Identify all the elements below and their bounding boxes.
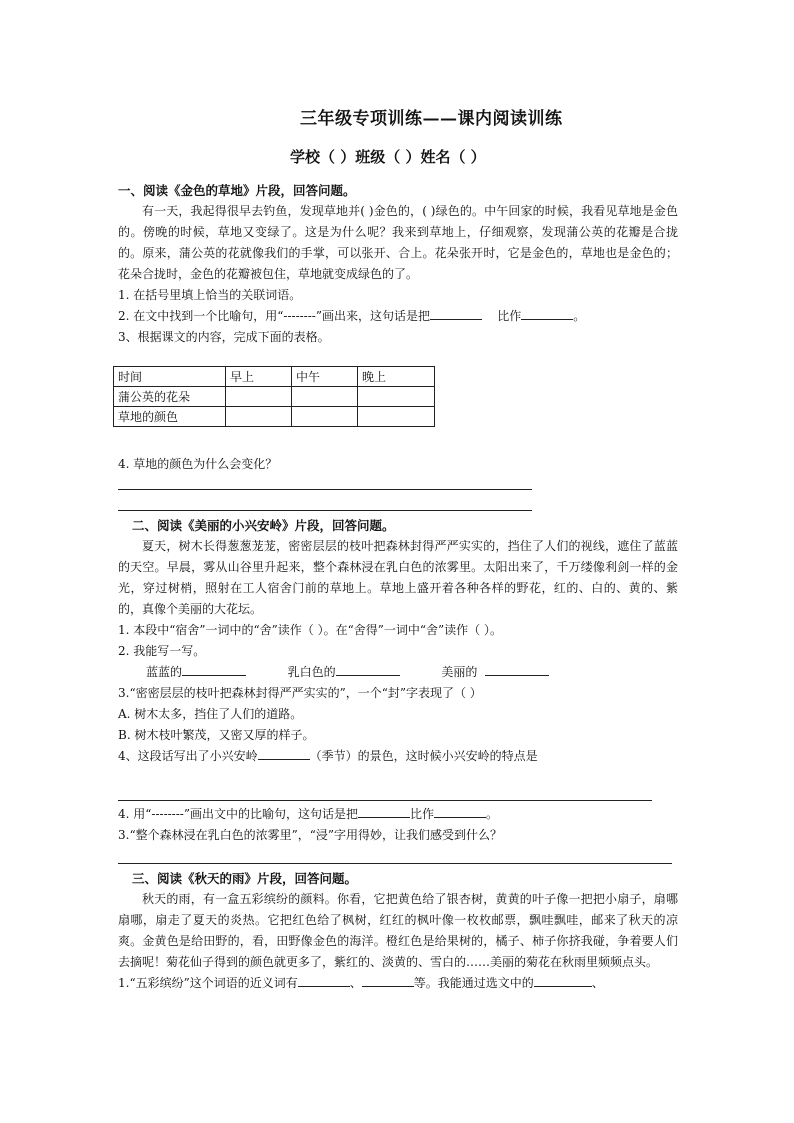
- s1-question-2: 2. 在文中找到一个比喻句，用“--------”画出来，这句话是把 比作 。: [118, 306, 678, 327]
- section-1-passage: 有一天，我起得很早去钓鱼，发现草地并( )金色的，( )绿色的。中午回家的时候，我看见草地是金色的。傍晚的时候，草地又变绿了。这是为什么呢？我来到草地上，仔细观察，发现蒲公英的花瓣是合拢的。原来，蒲公英的花就像我们的手掌，可以张开、合上。花朵张开时，它是金色的，草地也是金色的；花朵合拢时，金色的花瓣被包住，草地就变成绿色的了。: [118, 204, 678, 281]
- section-1-heading: 一、阅读《金色的草地》片段，回答问题。: [118, 183, 356, 198]
- answer-line[interactable]: [118, 510, 532, 511]
- s2-question-4: 4、这段话写出了小兴安岭 （季节）的景色，这时候小兴安岭的特点是: [118, 746, 678, 767]
- s1-question-3: 3、根据课文的内容，完成下面的表格。: [118, 330, 330, 344]
- color-table: [113, 366, 435, 427]
- table-row: [114, 387, 435, 407]
- answer-line[interactable]: [118, 800, 652, 801]
- answer-blank[interactable]: [430, 306, 482, 320]
- s1-question-1: 1. 在括号里填上恰当的关联词语。: [118, 288, 302, 302]
- answer-cell[interactable]: [358, 407, 435, 427]
- s2-question-3: 3.“密密层层的枝叶把森林封得严严实实的”，一个“封”字表现了（ ）: [118, 686, 482, 700]
- answer-blank[interactable]: [534, 973, 592, 987]
- answer-blank[interactable]: [434, 804, 486, 818]
- school-class-name-line: 学校（ ）班级（ ）姓名（ ）: [290, 148, 486, 166]
- table-row: [114, 407, 435, 427]
- page-title: 三年级专项训练——课内阅读训练: [300, 109, 563, 129]
- s2-question-2-items: 蓝蓝的 乳白色的 美丽的: [118, 662, 678, 683]
- s1-question-4: 4. 草地的颜色为什么会变化？: [118, 457, 278, 471]
- answer-blank[interactable]: [298, 973, 350, 987]
- section-3-heading: 三、阅读《秋天的雨》片段，回答问题。: [132, 871, 358, 886]
- answer-line[interactable]: [118, 489, 532, 490]
- answer-blank[interactable]: [358, 804, 410, 818]
- table-cell: 时间: [114, 367, 226, 387]
- section-2-heading: 二、阅读《美丽的小兴安岭》片段，回答问题。: [132, 518, 395, 533]
- section-2: [118, 515, 678, 767]
- answer-cell[interactable]: [358, 387, 435, 407]
- s2-option-b: B. 树木枝叶繁茂，又密又厚的样子。: [118, 728, 315, 742]
- s2-question-5: 4. 用“--------”画出文中的比喻句，这句话是把 比作 。: [118, 804, 678, 825]
- answer-blank[interactable]: [362, 973, 414, 987]
- section-2-more: [118, 804, 678, 846]
- answer-cell[interactable]: [226, 407, 292, 427]
- table-cell: 蒲公英的花朵: [114, 387, 226, 407]
- answer-blank[interactable]: [258, 746, 310, 760]
- answer-blank[interactable]: [336, 662, 400, 676]
- section-2-passage: 夏天，树木长得葱葱茏茏，密密层层的枝叶把森林封得严严实实的，挡住了人们的视线，遮住了蓝蓝的天空。早晨，雾从山谷里升起来，整个森林浸在乳白色的浓雾里。太阳出来了，千万缕像利剑一样的金光，穿过树梢，照射在工人宿舍门前的草地上。草地上盛开着各种各样的野花，红的、白的、黄的、紫的，真像个美丽的大花坛。: [118, 539, 678, 616]
- table-cell: 草地的颜色: [114, 407, 226, 427]
- table-cell: 早上: [226, 367, 292, 387]
- table-cell: 晚上: [358, 367, 435, 387]
- section-3: [118, 868, 678, 994]
- s2-question-2: 2. 我能写一写。: [118, 644, 206, 658]
- s3-question-1: 1.“五彩缤纷”这个词语的近义词有 、 等。我能通过选文中的 、: [118, 973, 678, 994]
- section-3-passage: 秋天的雨，有一盒五彩缤纷的颜料。你看，它把黄色给了银杏树，黄黄的叶子像一把把小扇子，扇哪扇哪，扇走了夏天的炎热。它把红色给了枫树，红红的枫叶像一枚枚邮票，飘哇飘哇，邮来了秋天的凉爽。金黄色是给田野的，看，田野像金色的海洋。橙红色是给果树的，橘子、柿子你挤我碰，争着要人们去摘呢！菊花仙子得到的颜色就更多了，紫红的、淡黄的、雪白的……美丽的菊花在秋雨里频频点头。: [118, 892, 678, 969]
- table-row: [114, 367, 435, 387]
- answer-blank[interactable]: [485, 662, 549, 676]
- s2-question-1: 1. 本段中“宿舍”一词中的“舍”读作（ ）。在“舍得”一词中“舍”读作（ ）。: [118, 623, 502, 637]
- answer-line[interactable]: [118, 863, 672, 864]
- s2-option-a: A. 树木太多，挡住了人们的道路。: [118, 707, 303, 721]
- answer-blank[interactable]: [182, 662, 246, 676]
- answer-cell[interactable]: [226, 387, 292, 407]
- section-1: [118, 180, 678, 348]
- s2-question-6: 3.“整个森林浸在乳白色的浓雾里”，“浸”字用得妙，让我们感受到什么？: [118, 828, 502, 842]
- answer-cell[interactable]: [292, 407, 358, 427]
- table-cell: 中午: [292, 367, 358, 387]
- answer-blank[interactable]: [521, 306, 573, 320]
- answer-cell[interactable]: [292, 387, 358, 407]
